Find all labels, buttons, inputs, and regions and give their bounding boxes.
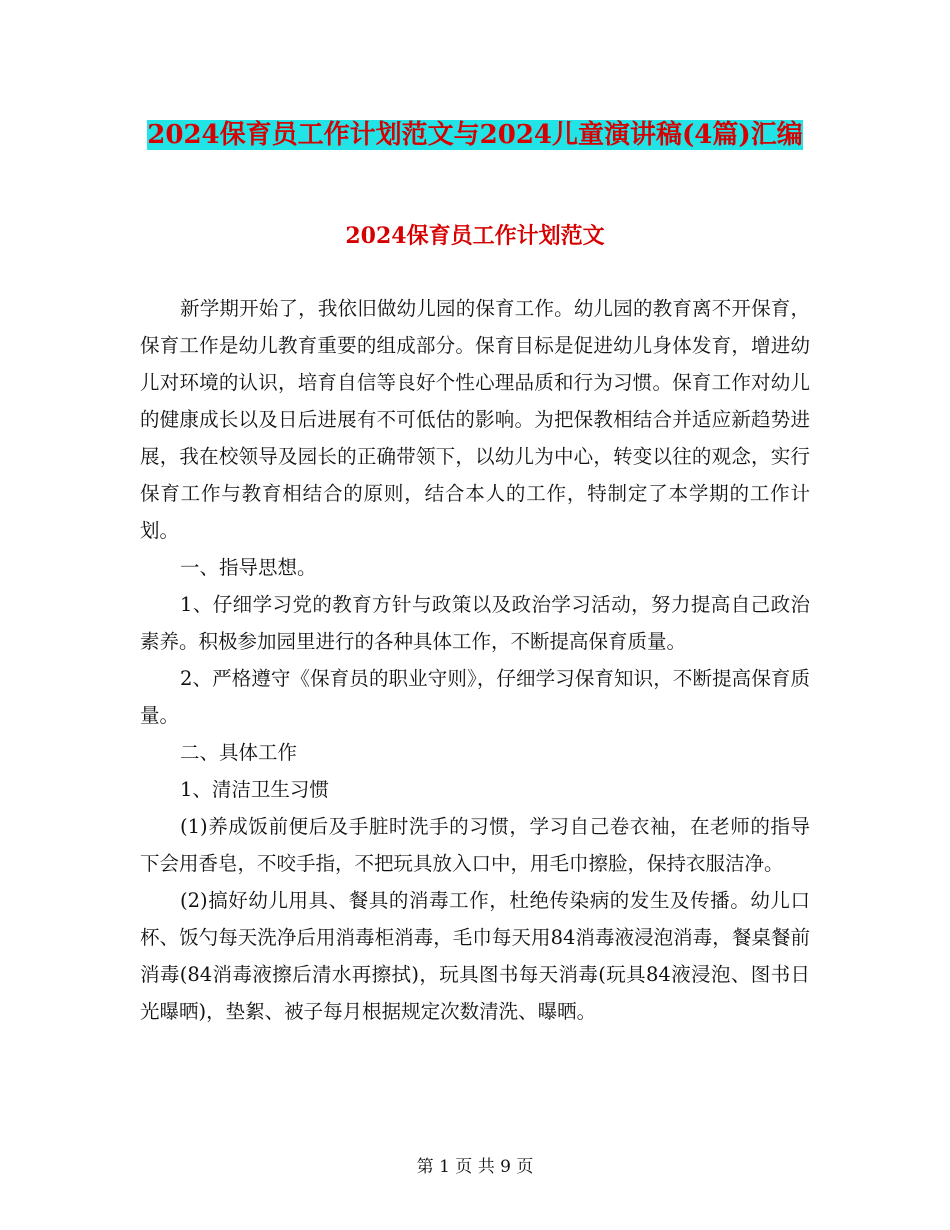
paragraph: 1、仔细学习党的教育方针与政策以及政治学习活动，努力提高自己政治素养。积极参加园里进行的各种具体工作，不断提高保育质量。 <box>140 593 810 653</box>
paragraph: (2)搞好幼儿用具、餐具的消毒工作，杜绝传染病的发生及传播。幼儿口杯、饭勺每天洗净后用消毒柜消毒，毛巾每天用84消毒液浸泡消毒，餐桌餐前消毒(84消毒液擦后清水再擦拭)，玩具图书每天消毒(玩具84液浸泡、图书日光曝晒)，垫絮、被子每月根据规定次数清洗、曝晒。 <box>140 889 810 1023</box>
paragraph: 2、严格遵守《保育员的职业守则》，仔细学习保育知识，不断提高保育质量。 <box>140 667 810 727</box>
document-title-text: 2024保育员工作计划范文与2024儿童演讲稿(4篇)汇编 <box>147 120 803 150</box>
page-footer: 第 1 页 共 9 页 <box>416 1157 534 1177</box>
section-title: 2024保育员工作计划范文 <box>345 223 605 249</box>
document-body <box>140 290 810 1030</box>
paragraph: 二、具体工作 <box>180 741 298 764</box>
document-title <box>140 112 810 158</box>
paragraph: 新学期开始了，我依旧做幼儿园的保育工作。幼儿园的教育离不开保育，保育工作是幼儿教育重要的组成部分。保育目标是促进幼儿身体发育，增进幼儿对环境的认识，培育自信等良好个性心理品质和行为习惯。保育工作对幼儿的健康成长以及日后进展有不可低估的影响。为把保教相结合并适应新趋势进展，我在校领导及园长的正确带领下，以幼儿为中心，转变以往的观念，实行保育工作与教育相结合的原则，结合本人的工作，特制定了本学期的工作计划。 <box>140 297 810 542</box>
paragraph: (1)养成饭前便后及手脏时洗手的习惯，学习自己卷衣袖，在老师的指导下会用香皂，不咬手指，不把玩具放入口中，用毛巾擦脸，保持衣服洁净。 <box>140 815 810 875</box>
paragraph: 1、清洁卫生习惯 <box>180 778 329 801</box>
paragraph: 一、指导思想。 <box>180 556 317 579</box>
